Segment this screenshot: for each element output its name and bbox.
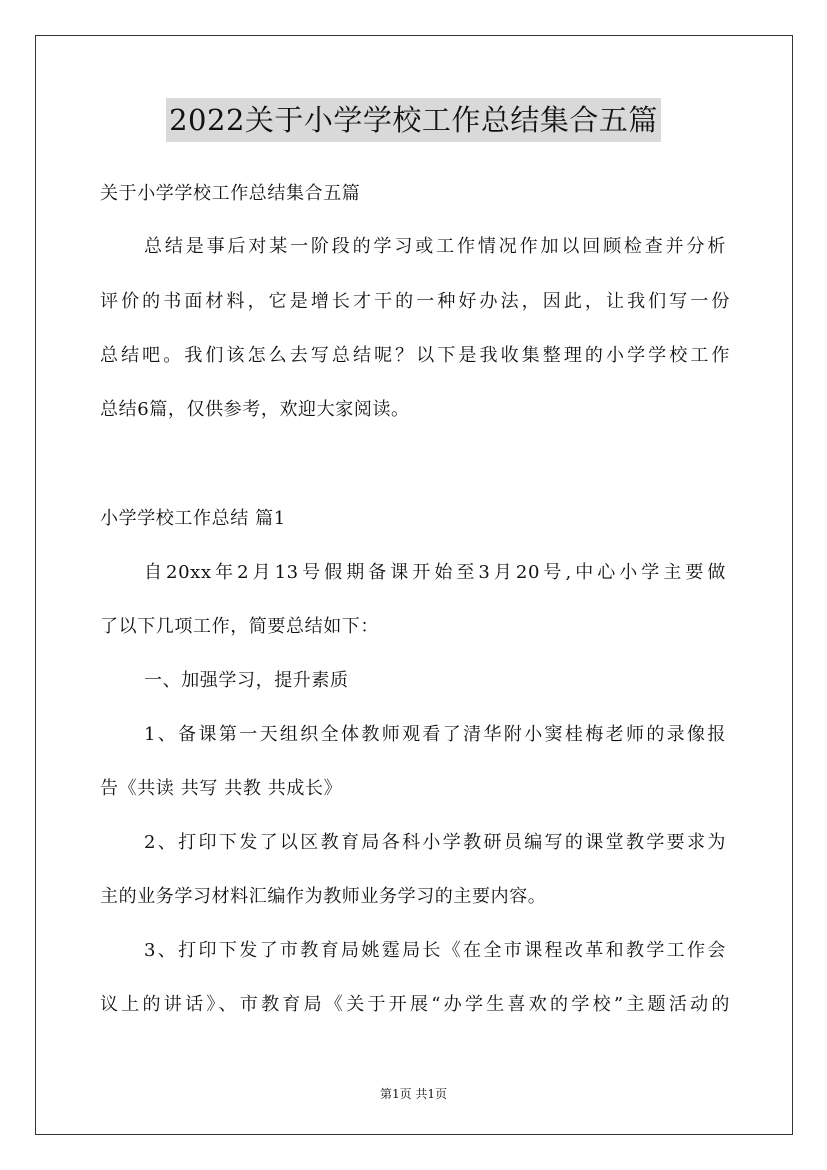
- subheading-strengthen-study: 一、加强学习，提升素质: [144, 670, 349, 691]
- list-item-2-line-1: 2、打印下发了以区教育局各科小学教研员编写的课堂教学要求为: [144, 832, 726, 853]
- intro-paragraph-line-4: 总结6篇，仅供参考，欢迎大家阅读。: [100, 399, 410, 420]
- section-heading: 小学学校工作总结 篇1: [100, 508, 286, 529]
- body-paragraph-1-line-2: 了以下几项工作，简要总结如下：: [100, 616, 379, 637]
- list-item-1-line-2: 告《共读 共写 共教 共成长》: [100, 778, 343, 799]
- list-item-2-line-2: 主的业务学习材料汇编作为教师业务学习的主要内容。: [100, 886, 547, 907]
- list-item-3-line-1: 3、打印下发了市教育局姚霆局长《在全市课程改革和教学工作会: [144, 940, 726, 961]
- document-title: 2022关于小学学校工作总结集合五篇: [166, 98, 661, 142]
- intro-paragraph-line-2: 评价的书面材料，它是增长才干的一种好办法，因此，让我们写一份: [100, 291, 730, 312]
- list-item-3-line-2: 议上的讲话》、市教育局《关于开展“办学生喜欢的学校”主题活动的: [100, 994, 730, 1015]
- list-item-1-line-1: 1、备课第一天组织全体教师观看了清华附小窦桂梅老师的录像报: [144, 724, 726, 745]
- body-paragraph-1-line-1: 自20xx年2月13号假期备课开始至3月20号,中心小学主要做: [144, 562, 726, 583]
- subtitle-line: 关于小学学校工作总结集合五篇: [100, 183, 361, 204]
- title-container: [0, 98, 827, 142]
- intro-paragraph-line-1: 总结是事后对某一阶段的学习或工作情况作加以回顾检查并分析: [144, 236, 726, 257]
- page-number-footer: 第1页 共1页: [379, 1087, 448, 1101]
- intro-paragraph-line-3: 总结吧。我们该怎么去写总结呢？以下是我收集整理的小学学校工作: [100, 345, 730, 366]
